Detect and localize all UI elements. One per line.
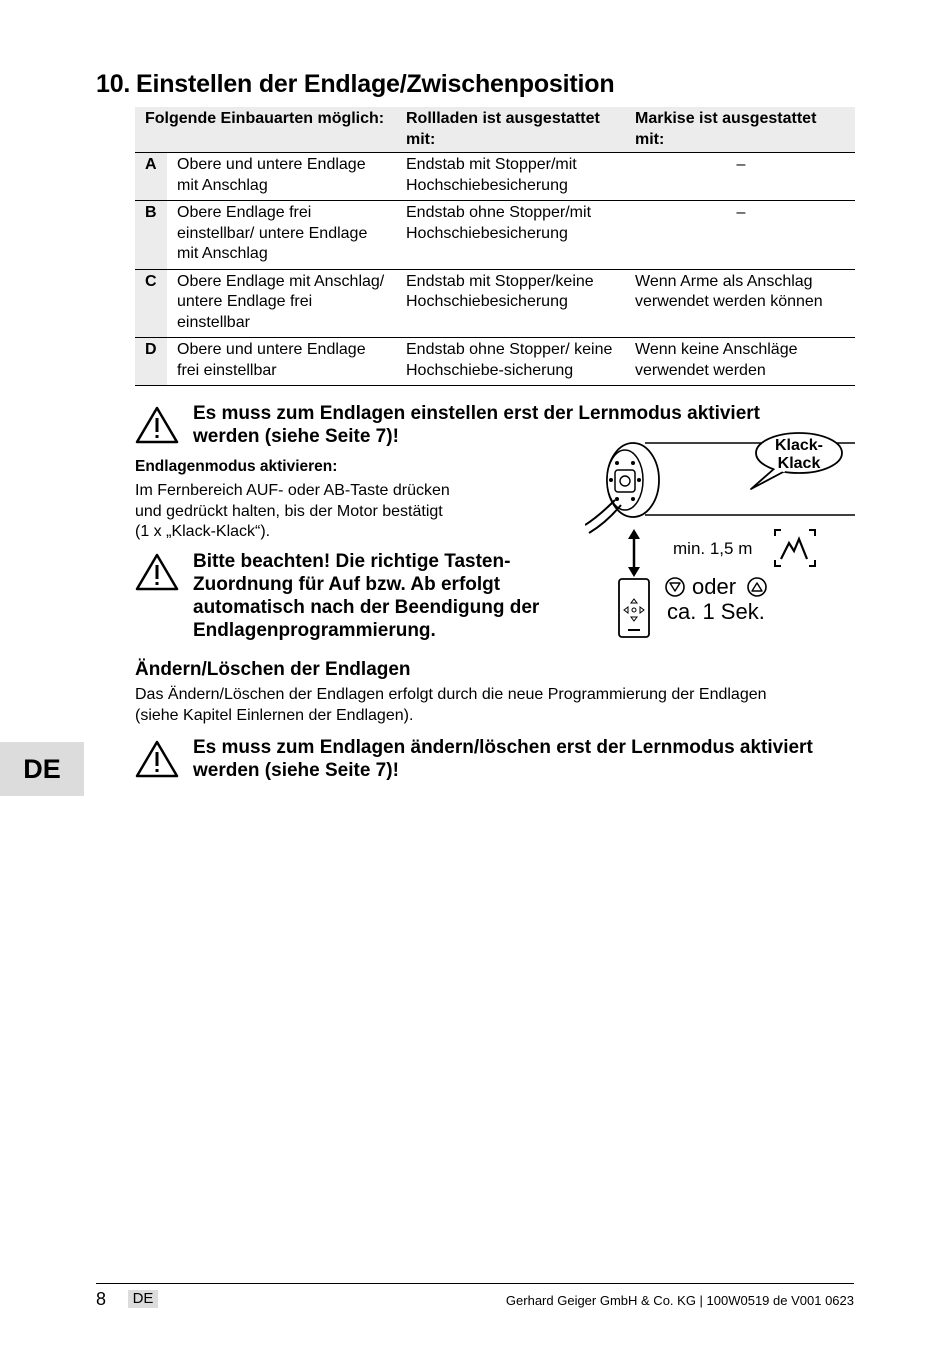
section-change-delete-title: Ändern/Löschen der Endlagen xyxy=(135,659,411,680)
footer-language-badge: DE xyxy=(128,1290,158,1308)
row-letter: D xyxy=(135,338,167,386)
warning-line: Es muss zum Endlagen ändern/löschen erst der Lernmodus aktiviert xyxy=(193,737,813,758)
distance-arrow-icon xyxy=(628,529,640,577)
motor-remote-diagram xyxy=(585,425,855,645)
warning-change-learn-mode xyxy=(193,736,813,782)
table-row xyxy=(135,153,855,201)
table-row xyxy=(135,338,855,386)
warning-line: werden (siehe Seite 7)! xyxy=(193,760,399,781)
table-row xyxy=(135,201,855,270)
section-number: 10. xyxy=(96,70,131,98)
paragraph-line: Das Ändern/Löschen der Endlagen erfolgt durch die neue Programmierung der Endlagen xyxy=(135,686,767,703)
row-type: Obere Endlage frei einstellbar/ untere Endlage mit Anschlag xyxy=(167,201,396,270)
activate-instructions xyxy=(135,481,450,543)
page-title xyxy=(96,70,614,99)
table-row xyxy=(135,269,855,338)
row-markise: Wenn Arme als Anschlag verwendet werden können xyxy=(625,269,855,338)
language-tab: DE xyxy=(0,742,84,796)
footer-divider xyxy=(96,1283,854,1284)
row-markise: Wenn keine Anschläge verwendet werden xyxy=(625,338,855,386)
row-rollladen: Endstab ohne Stopper/mit Hochschiebesicherung xyxy=(396,201,625,270)
warning-icon xyxy=(135,552,179,592)
instruction-line: und gedrückt halten, bis der Motor bestätigt xyxy=(135,502,443,520)
row-rollladen: Endstab mit Stopper/keine Hochschiebesicherung xyxy=(396,269,625,338)
warning-line: werden (siehe Seite 7)! xyxy=(193,426,399,447)
range-icon xyxy=(775,530,815,566)
bubble-text: Klack xyxy=(777,455,821,472)
motor-head-icon xyxy=(585,443,659,533)
or-label: oder xyxy=(692,574,737,599)
installation-types-table xyxy=(135,107,855,386)
row-markise: – xyxy=(625,201,855,270)
row-rollladen: Endstab mit Stopper/mit Hochschiebesicherung xyxy=(396,153,625,201)
row-letter: C xyxy=(135,269,167,338)
section-change-delete-text xyxy=(135,685,767,726)
table-header-markise: Markise ist ausgestattet mit: xyxy=(625,107,855,153)
table-header-types: Folgende Einbauarten möglich: xyxy=(135,107,396,153)
duration-label: ca. 1 Sek. xyxy=(667,599,765,624)
down-button-icon xyxy=(666,578,684,596)
section-title: Einstellen der Endlage/Zwischenposition xyxy=(136,70,615,98)
instruction-line: (1 x „Klack-Klack“). xyxy=(135,523,271,540)
row-letter: A xyxy=(135,153,167,201)
row-rollladen: Endstab ohne Stopper/ keine Hochschiebe-sicherung xyxy=(396,338,625,386)
row-type: Obere Endlage mit Anschlag/ untere Endlage frei einstellbar xyxy=(167,269,396,338)
warning-line: Es muss zum Endlagen einstellen erst der Lernmodus aktiviert xyxy=(193,403,761,424)
row-type: Obere und untere Endlage frei einstellbar xyxy=(167,338,396,386)
warning-line: Endlagenprogrammierung. xyxy=(193,620,436,641)
instruction-line: Im Fernbereich AUF- oder AB-Taste drücken xyxy=(135,482,450,499)
paragraph-line: (siehe Kapitel Einlernen der Endlagen). xyxy=(135,706,414,724)
warning-line: Bitte beachten! Die richtige Tasten- xyxy=(193,551,511,572)
warning-line: automatisch nach der Beendigung der xyxy=(193,597,540,618)
row-markise: – xyxy=(625,153,855,201)
bubble-text: Klack- xyxy=(774,437,824,454)
table-header-rollladen: Rollladen ist ausgestattet mit: xyxy=(396,107,625,153)
row-letter: B xyxy=(135,201,167,270)
row-type: Obere und untere Endlage mit Anschlag xyxy=(167,153,396,201)
remote-control-icon xyxy=(619,579,649,637)
page-number: 8 xyxy=(96,1289,107,1309)
warning-icon xyxy=(135,739,179,779)
table-header-row xyxy=(135,107,855,153)
footer-company-info: Gerhard Geiger GmbH & Co. KG | 100W0519 de V001 0623 xyxy=(505,1293,854,1308)
warning-line: Zuordnung für Auf bzw. Ab erfolgt xyxy=(193,574,501,595)
distance-label: min. 1,5 m xyxy=(673,539,753,558)
activate-title: Endlagenmodus aktivieren: xyxy=(135,458,338,475)
warning-key-assignment xyxy=(193,550,539,642)
up-button-icon xyxy=(748,578,766,596)
warning-icon xyxy=(135,405,179,445)
